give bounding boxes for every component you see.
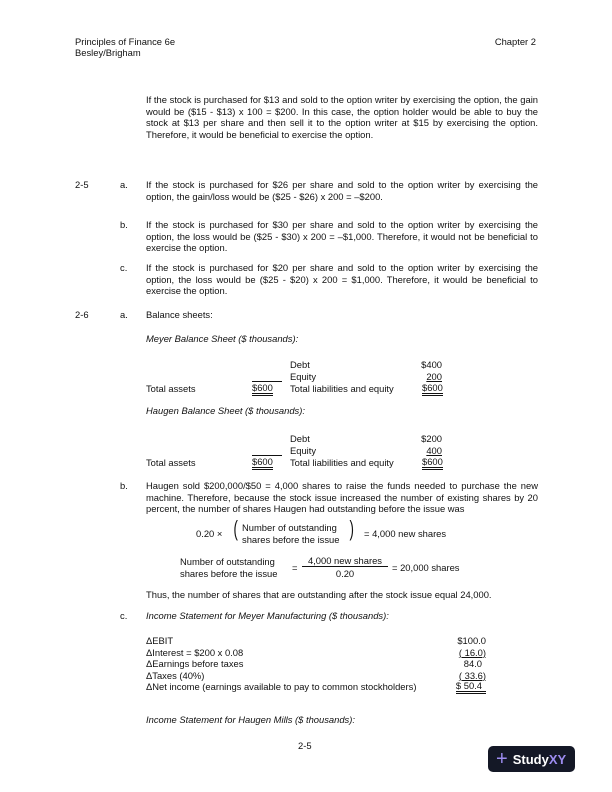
row-label: ΔEarnings before taxes <box>146 658 244 669</box>
formula-equals: = <box>292 562 298 573</box>
problem-number: 2-5 <box>75 179 89 190</box>
income-row <box>146 670 486 682</box>
formula-line: shares before the issue <box>180 568 278 579</box>
equity-value: 400 <box>426 445 442 456</box>
item-text: If the stock is purchased for $20 per share and sold to the option writer by exercising the option, the loss would be ($25 - $20) x 200 = $1,000. Therefore, it would be beneficial to exercise the option. <box>146 262 538 297</box>
row-label: ΔInterest = $200 x 0.08 <box>146 646 244 658</box>
problem-number: 2-6 <box>75 309 89 320</box>
item-label: b. <box>120 219 128 230</box>
equity-value: 200 <box>426 371 442 382</box>
item-label: a. <box>120 179 128 190</box>
row-value: 84.0 <box>463 658 482 669</box>
formula-denominator: 0.20 <box>335 568 355 579</box>
equity-label: Equity <box>290 445 317 456</box>
item-text: If the stock is purchased for $30 per share and sold to the option writer by exercising the option, the loss would be ($25 - $30) x 200 = –$1,000. Therefore, it would not be beneficial to exercise the option. <box>146 219 538 254</box>
item-label: c. <box>120 610 128 621</box>
total-assets-label: Total assets <box>146 383 196 394</box>
brand-text: Study <box>512 751 549 767</box>
balance-sheet-title: Meyer Balance Sheet ($ thousands): <box>146 333 299 344</box>
debt-value: $400 <box>421 359 442 370</box>
item-text: Haugen sold $200,000/$50 = 4,000 shares to raise the funds needed to purchase the new machine. Therefore, because the stock issue increased the number of existing shares by 20 percent, the number of shares Haugen had outstanding before the issue was <box>146 480 538 515</box>
debt-label: Debt <box>290 433 310 444</box>
row-label: ΔEBIT <box>146 635 174 646</box>
equity-label: Equity <box>290 371 317 382</box>
total-assets-label: Total assets <box>146 457 196 468</box>
book-authors: Besley/Brigham <box>75 47 141 58</box>
row-label: ΔTaxes (40%) <box>146 669 205 681</box>
total-le-value: $600 <box>422 457 443 470</box>
intro-paragraph: If the stock is purchased for $13 and sold to the option writer by exercising the option, the gain would be ($15 - $13) x 100 = $200. In this case, the option holder would be able to buy the stock at $13 per share and then sell it to the option writer at $15 by exercising the option. Therefore, it would be beneficial to exercise the option. <box>146 94 538 140</box>
formula-coefficient: 0.20 × <box>196 528 223 539</box>
total-le-label: Total liabilities and equity <box>290 457 394 468</box>
total-le-label: Total liabilities and equity <box>290 383 394 394</box>
item-text: Balance sheets: <box>146 309 213 320</box>
income-statement <box>146 635 486 694</box>
page-number: 2-5 <box>298 740 312 751</box>
studyxy-badge[interactable] <box>488 746 575 772</box>
income-statement-title: Income Statement for Haugen Mills ($ thousands): <box>146 714 355 725</box>
total-le-value: $600 <box>422 383 443 396</box>
row-value: ( 33.6) <box>458 669 486 681</box>
brand-logo <box>513 752 566 767</box>
chapter-label: Chapter 2 <box>494 36 536 47</box>
brand-accent-text: XY <box>548 751 567 767</box>
formula-line: Number of outstanding <box>242 522 337 533</box>
item-label: b. <box>120 480 128 491</box>
debt-value: $200 <box>421 433 442 444</box>
item-text: If the stock is purchased for $26 per share and sold to the option writer by exercising the option, the gain/loss would be ($25 - $26) x 200 = –$200. <box>146 179 538 202</box>
formula-numerator: 4,000 new shares <box>302 555 388 567</box>
formula-result: = 20,000 shares <box>392 562 460 573</box>
income-row <box>146 658 486 670</box>
total-assets-value: $600 <box>252 457 273 470</box>
row-value: ( 16.0) <box>458 646 486 658</box>
income-row <box>146 635 486 647</box>
income-row <box>146 681 486 694</box>
debt-label: Debt <box>290 359 310 370</box>
row-value: $ 50.4 <box>456 681 486 694</box>
plus-icon: + <box>496 748 508 770</box>
formula-parenthetical: ( Number of outstanding shares before the issue ) <box>233 516 354 545</box>
row-value: $100.0 <box>457 635 486 646</box>
book-title: Principles of Finance 6e <box>75 36 176 47</box>
item-label: a. <box>120 309 128 320</box>
total-assets-value: $600 <box>252 383 273 396</box>
income-statement-title: Income Statement for Meyer Manufacturing ($ thousands): <box>146 610 389 621</box>
item-label: c. <box>120 262 128 273</box>
formula-line: Number of outstanding <box>180 556 275 567</box>
formula-line: shares before the issue <box>242 534 340 545</box>
row-label: ΔNet income (earnings available to pay to common stockholders) <box>146 681 417 692</box>
formula-result: = 4,000 new shares <box>364 528 447 539</box>
income-row <box>146 647 486 659</box>
item-text: Thus, the number of shares that are outstanding after the stock issue equal 24,000. <box>146 589 492 600</box>
balance-sheet-title: Haugen Balance Sheet ($ thousands): <box>146 405 305 416</box>
